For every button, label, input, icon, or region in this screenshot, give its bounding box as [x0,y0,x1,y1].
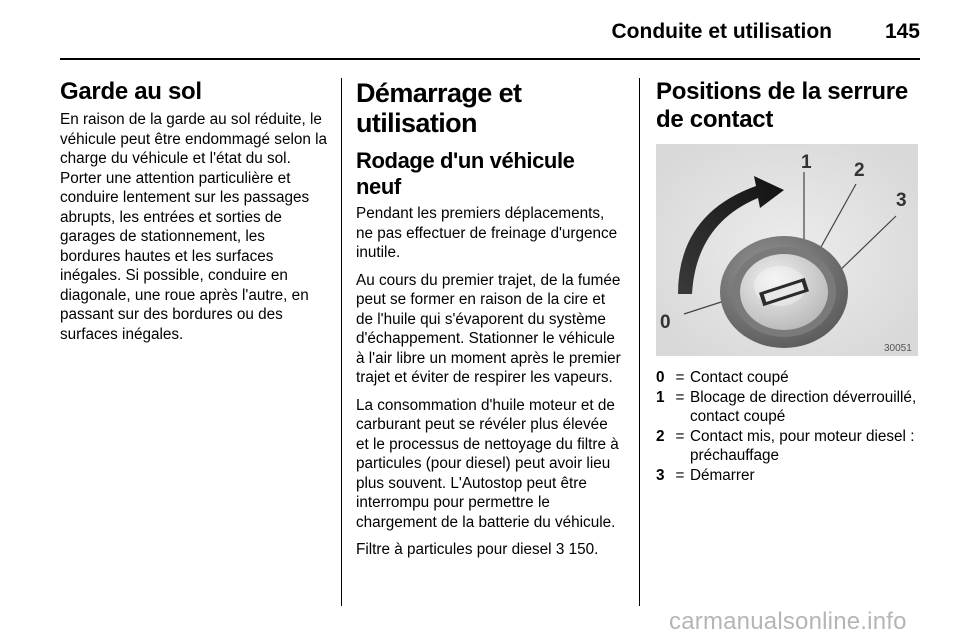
cross-reference [356,540,622,560]
column-ground-clearance [60,78,328,352]
column-divider-1 [341,78,342,606]
legend-text: Démarrer [690,466,755,484]
ignition-legend [656,368,922,485]
legend-item [656,466,922,486]
legend-text: Contact mis, pour moteur diesel : préchauffage [690,427,915,464]
section-heading-starting: Démarrage et utilisation [356,78,522,138]
column-ignition-positions [656,78,922,485]
legend-equals: = [675,388,685,406]
legend-equals: = [675,466,685,484]
column-starting-operating [356,78,622,568]
watermark: carmanualsonline.info [669,608,907,635]
cross-reference-text: Filtre à particules pour diesel [356,541,552,558]
page-reference-icon: 3 [555,541,565,558]
section-heading-ignition: Positions de la serrure de contact [656,78,908,133]
position-label-2: 2 [854,160,865,181]
legend-key: 2 [656,427,665,445]
column-divider-2 [639,78,640,606]
subheading-running-in: Rodage d'un véhicule neuf [356,148,575,199]
running-in-paragraph-1: Pendant les premiers déplacements, ne pas effectuer de freinage d'urgence inutile. [356,205,618,261]
page-header [60,18,920,60]
position-label-3: 3 [896,190,907,211]
ignition-lock-illustration [656,144,918,356]
legend-text: Blocage de direction déverrouillé, contact coupé [690,388,917,425]
section-heading-ground-clearance: Garde au sol [60,78,202,105]
ground-clearance-paragraph: En raison de la garde au sol réduite, le véhicule peut être endommagé selon la charge du véhicule et l'état du sol. Porter une attention particulière et conduire lentement sur les passages abrupts, les entrées et sorties de garages de stationnement, les bordures hautes et les surfaces inégales. Si possible, conduire en diagonale, une roue après l'autre, en passant sur des bordures ou des surfaces inégales. [60,111,328,343]
legend-item [656,388,922,427]
page-number: 145 [884,20,920,43]
position-label-0: 0 [660,312,671,333]
running-in-paragraph-2: Au cours du premier trajet, de la fumée peut se former en raison de la cire et de l'huile qui s'évaporent du système d'échappement. Stationner le véhicule à l'air libre un moment après le premier trajet et éviter de respirer les vapeurs. [356,271,621,386]
legend-key: 3 [656,466,665,484]
legend-key: 1 [656,388,665,406]
legend-equals: = [675,369,685,386]
ignition-lock-figure [656,144,918,356]
cross-reference-page[interactable]: 150. [568,541,599,558]
position-label-1: 1 [801,152,812,173]
figure-code: 30051 [884,343,912,354]
legend-equals: = [675,427,685,445]
legend-item [656,368,922,388]
legend-text: Contact coupé [690,369,789,386]
legend-item [656,427,922,466]
legend-key: 0 [656,369,665,386]
running-in-paragraph-3: La consommation d'huile moteur et de carburant peut se révéler plus élevée et le processus de nettoyage du filtre à particules (pour diesel) peut avoir lieu plus souvent. L'Autostop peut être interrompu pour permettre le chargement de la batterie du véhicule. [356,396,619,531]
header-title: Conduite et utilisation [611,20,832,43]
